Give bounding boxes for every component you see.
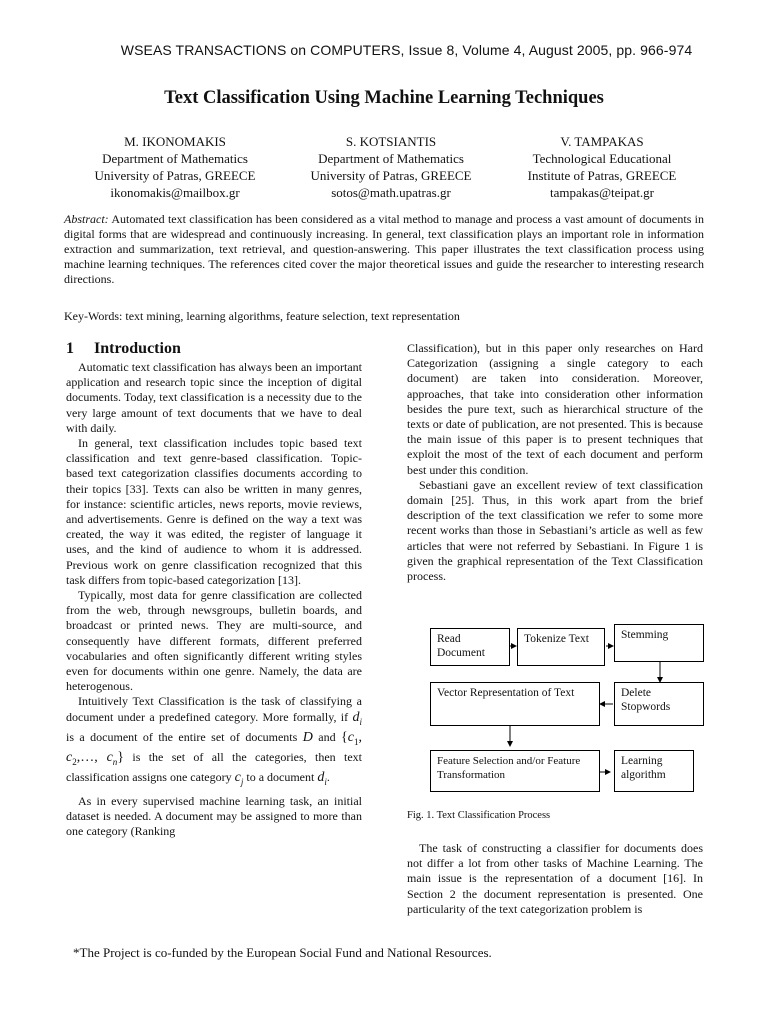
right-column-bottom xyxy=(407,841,703,917)
section-title: Introduction xyxy=(94,340,181,357)
box-feature-selection: Feature Selection and/or Feature Transformation xyxy=(430,750,600,792)
author-affiliation-line: Technological Educational xyxy=(532,151,672,166)
left-column xyxy=(66,360,362,839)
paragraph: In general, text classification includes topic based text classification and text genre-based classification. Topic-based text categorization classifies documents according to their topics [33]. Texts can also be written in many genres, for instance: scientific articles, news reports, movie reviews, and advertisements. Genre is defined on the way a text was created, the way it was edited, the register of language it uses, and the kind of audience to whom it is addressed. Previous work on genre classification recognized that this task differs from topic-based categorization [13]. xyxy=(66,436,362,587)
abstract xyxy=(64,212,704,287)
math-D: D xyxy=(302,729,313,745)
author-block-1 xyxy=(55,133,295,201)
author-email: ikonomakis@mailbox.gr xyxy=(110,185,240,200)
author-email: tampakas@teipat.gr xyxy=(549,185,655,200)
text-run: Intuitively Text Classification is the task of classifying a document under a predefined category. More formally, if xyxy=(66,694,362,724)
box-vector-representation: Vector Representation of Text xyxy=(430,682,600,726)
author-name: S. KOTSIANTIS xyxy=(345,134,437,149)
abstract-label: Abstract: xyxy=(64,212,109,226)
math-category-set: {$c_1$, $c_2,\dots$, $c_n$} xyxy=(66,729,362,767)
author-affiliation-line: Department of Mathematics xyxy=(318,151,464,166)
math-di: $d_i$ xyxy=(352,709,363,727)
paper-title: Text Classification Using Machine Learning Techniques xyxy=(164,88,604,108)
box-delete-stopwords: Delete Stopwords xyxy=(614,682,704,726)
paragraph: Classification), but in this paper only researches on Hard Categorization (assigning a single category to each document) are taken into consideration. Moreover, approaches, that take into consideration other information besides the pure text, such as hierarchical structure of the texts or date of publication, are not presented. This is because the main issue of this paper is to present techniques that exploit the most of the text of each document and perform best under this condition. xyxy=(407,341,703,477)
author-affiliation-line: University of Patras, GREECE xyxy=(310,168,472,183)
author-block-3 xyxy=(482,133,722,201)
box-learning-algorithm: Learning algorithm xyxy=(614,750,694,792)
text-run: and xyxy=(318,729,336,744)
box-read-document: Read Document xyxy=(430,628,510,666)
abstract-text: Automated text classification has been considered as a vital method to manage and process a vast amount of documents in digital forms that are widespread and continuously increasing. In general, text classification plays an important role in information extraction and summarization, text retrieval, and question-answering. This paper illustrates the text classification process using machine learning techniques. The references cited cover the major theoretical issues and guide the researcher to interesting research directions. xyxy=(64,212,705,287)
figure-caption: Fig. 1. Text Classification Process xyxy=(407,810,551,821)
author-affiliation-line: Institute of Patras, GREECE xyxy=(527,168,677,183)
text-run: to a document xyxy=(246,769,315,784)
box-stemming: Stemming xyxy=(614,624,704,662)
paragraph: Typically, most data for genre classification are collected from the web, through newsgroups, bulletin boards, and broadcast or printed news. They are multi-source, and consequently have different formats, different preferred vocabularies and often significantly different writing styles even for documents within one genre. Namely, the data are heterogenous. xyxy=(66,588,362,694)
paragraph-formal-definition: Intuitively Text Classification is the task of classifying a document under a predefined category. More formally, if $d_i$ is a document of the entire set of documents D and {$c_1$, $c_2,\dots$, $c_n$} is the set of all the categories, then text classification assigns one category $c_j$ to a document $d_i$. xyxy=(66,694,363,787)
paragraph: Automatic text classification has always been an important application and research topic since the inception of digital documents. Today, text classification is a necessity due to the very large amount of text documents that we have to deal with daily. xyxy=(66,360,362,435)
author-email: sotos@math.upatras.gr xyxy=(331,185,451,200)
box-tokenize-text: Tokenize Text xyxy=(517,628,605,666)
paragraph: As in every supervised machine learning task, an initial dataset is needed. A document may be assigned to more than one category (Ranking xyxy=(66,793,362,839)
author-name: V. TAMPAKAS xyxy=(560,134,644,149)
math-cj: $c_j$ xyxy=(234,769,244,787)
text-run: is the set of all the categories, then text classification assigns one category xyxy=(66,749,363,784)
paragraph: The task of constructing a classifier for documents does not differ a lot from other tasks of Machine Learning. The main issue is the representation of a document [16]. In Section 2 the document representation is presented. One particularity of the text categorization problem is xyxy=(407,841,703,916)
author-name: M. IKONOMAKIS xyxy=(124,134,226,149)
section-heading xyxy=(66,340,181,358)
math-di: $d_i$ xyxy=(317,769,327,787)
section-number: 1 xyxy=(66,340,74,357)
paragraph: Sebastiani gave an excellent review of text classification domain [25]. Thus, in this work apart from the brief description of the text classification we refer to some more recent works than those in Sebastiani’s article as well as few articles that were not referred by Sebastiani. In Figure 1 is given the graphical representation of the Text Classification process. xyxy=(407,477,703,584)
right-column-top xyxy=(407,341,703,584)
text-run: is a document of the entire set of documents xyxy=(66,729,298,744)
process-diagram xyxy=(420,620,710,800)
author-affiliation-line: University of Patras, GREECE xyxy=(94,168,256,183)
journal-header: WSEAS TRANSACTIONS on COMPUTERS, Issue 8, Volume 4, August 2005, pp. 966-974 xyxy=(120,42,693,58)
footnote: *The Project is co-funded by the European Social Fund and National Resources. xyxy=(73,945,492,960)
keywords: Key-Words: text mining, learning algorithms, feature selection, text representation xyxy=(64,309,460,323)
author-affiliation-line: Department of Mathematics xyxy=(102,151,248,166)
author-block-2 xyxy=(271,133,511,201)
